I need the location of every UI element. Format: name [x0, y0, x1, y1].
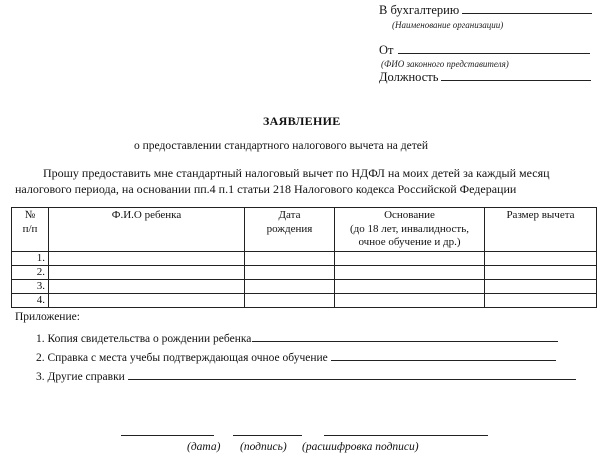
col-basis-header — [335, 208, 485, 252]
col-name-header — [49, 208, 245, 252]
representative-name-field[interactable] — [398, 53, 590, 54]
col-dob-line-1: Дата — [278, 209, 301, 221]
position-field[interactable] — [441, 80, 591, 81]
from-label: От — [379, 43, 394, 57]
request-line-2: налогового периода, на основании пп.4 п.1 статьи 218 Налогового кодекса Российской Федерации — [15, 182, 517, 196]
basis-cell[interactable] — [335, 280, 485, 294]
row-number: 2. — [12, 266, 49, 280]
col-number-line-1: № — [24, 209, 36, 221]
table-row — [12, 266, 597, 280]
to-accounting-line — [379, 3, 592, 18]
child-dob-cell[interactable] — [245, 252, 335, 266]
table-header-row — [12, 208, 597, 252]
col-name-label: Ф.И.О ребенка — [111, 209, 182, 221]
position-label: Должность — [379, 70, 439, 84]
amount-cell[interactable] — [485, 252, 597, 266]
children-table — [11, 207, 597, 308]
col-amount-header — [485, 208, 597, 252]
col-dob-line-2: рождения — [266, 222, 313, 235]
date-hint: (дата) — [187, 441, 221, 453]
child-dob-cell[interactable] — [245, 266, 335, 280]
position-line — [379, 70, 591, 85]
document-title: ЗАЯВЛЕНИЕ — [263, 114, 341, 128]
signature-hint: (подпись) — [240, 441, 287, 453]
signature-decode-hint: (расшифровка подписи) — [302, 441, 419, 453]
request-line-1: Прошу предоставить мне стандартный налоговый вычет по НДФЛ на моих детей за каждый месяц — [43, 166, 550, 180]
representative-hint: (ФИО законного представителя) — [381, 59, 509, 69]
table-row — [12, 294, 597, 308]
child-dob-cell[interactable] — [245, 294, 335, 308]
row-number: 4. — [12, 294, 49, 308]
amount-cell[interactable] — [485, 266, 597, 280]
basis-cell[interactable] — [335, 294, 485, 308]
table-row — [12, 252, 597, 266]
attachment-item-2 — [36, 352, 556, 364]
col-number-line-2: п/п — [22, 222, 38, 235]
row-number: 1. — [12, 252, 49, 266]
child-name-cell[interactable] — [49, 266, 245, 280]
date-field[interactable] — [121, 424, 214, 436]
attachment-item-3 — [36, 371, 576, 383]
to-accounting-label: В бухгалтерию — [379, 3, 460, 17]
col-basis-line-3: очное обучение и др.) — [358, 236, 461, 248]
row-number: 3. — [12, 280, 49, 294]
amount-cell[interactable] — [485, 280, 597, 294]
amount-cell[interactable] — [485, 294, 597, 308]
attachment-2-field[interactable] — [331, 360, 556, 361]
col-basis-line-2: (до 18 лет, инвалидность, — [349, 222, 469, 235]
attachment-item-1 — [36, 333, 558, 345]
basis-cell[interactable] — [335, 266, 485, 280]
child-name-cell[interactable] — [49, 280, 245, 294]
document-subtitle: о предоставлении стандартного налогового вычета на детей — [134, 140, 429, 152]
attachment-item-2-text: 2. Справка с места учебы подтверждающая очное обучение — [36, 352, 328, 364]
attachments-label: Приложение: — [15, 311, 80, 323]
attachment-item-1-text: 1. Копия свидетельства о рождении ребенка — [36, 333, 252, 345]
col-basis-line-1: Основание — [384, 209, 435, 221]
basis-cell[interactable] — [335, 252, 485, 266]
organization-name-field[interactable] — [462, 13, 592, 14]
attachment-1-field[interactable] — [252, 341, 558, 342]
attachment-item-3-text: 3. Другие справки — [36, 371, 125, 383]
signature-decode-field[interactable] — [324, 424, 488, 436]
child-name-cell[interactable] — [49, 294, 245, 308]
col-amount-label: Размер вычета — [506, 209, 575, 221]
signature-field[interactable] — [233, 424, 302, 436]
from-line — [379, 43, 590, 58]
child-name-cell[interactable] — [49, 252, 245, 266]
attachment-3-field[interactable] — [128, 379, 576, 380]
table-row — [12, 280, 597, 294]
organization-hint: (Наименование организации) — [392, 20, 504, 30]
child-dob-cell[interactable] — [245, 280, 335, 294]
col-number-header — [12, 208, 49, 252]
col-dob-header — [245, 208, 335, 252]
